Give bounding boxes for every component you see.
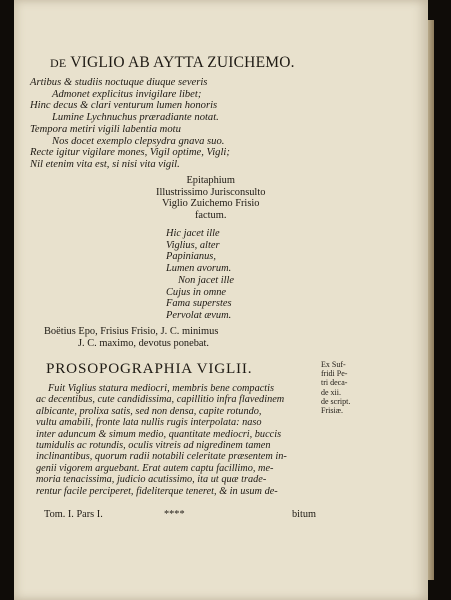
epitaph-heading-line: factum. — [194, 209, 227, 221]
verse-line: Lumen avorum. — [166, 263, 232, 275]
signature-mark: **** — [164, 509, 185, 520]
dedicatory-poem — [30, 77, 230, 171]
header-de: DE — [50, 56, 67, 70]
poem-line: Hinc decus & clari venturum lumen honoris — [30, 100, 218, 112]
body-line: Fuit Viglius statura mediocri, membris bene compactis — [48, 383, 275, 394]
body-line: inter aduncum & simum medio, quantitate mediocri, buccis — [36, 428, 282, 440]
body-text — [36, 383, 312, 497]
marginal-line: Frisiæ. — [321, 406, 344, 416]
signature-line: J. C. maximo, devotus ponebat. — [78, 337, 210, 349]
verse-line: Hic jacet ille — [166, 228, 220, 239]
catchword: bitum — [292, 509, 317, 520]
section-title: PROSOPOGRAPHIA VIGLII. — [46, 360, 253, 377]
body-line: ac decentibus, cute candidissima, capillitio infra flavedinem — [36, 394, 285, 406]
verse-line: Cujus in omne — [166, 286, 227, 298]
verse-line: Papinianus, — [166, 251, 216, 263]
epitaph-verse — [166, 228, 234, 322]
signature-line: Boëtius Epo, Frisius Frisio, J. C. minimus — [44, 326, 219, 337]
body-line: vultu amabili, fronte lata nullis rugis interpolata: naso — [36, 417, 262, 429]
poem-line: Artibus & studiis noctuque diuque severis — [30, 77, 208, 88]
poem-line: Nos docet exemplo clepsydra gnava suo. — [52, 135, 225, 147]
marginal-line: fridi Pe- — [321, 369, 348, 379]
marginal-line: tri deca- — [321, 378, 348, 388]
page-header-title — [50, 54, 295, 72]
body-line: inclinantibus, quorum radii notabili celeritate præsentem in- — [36, 451, 287, 463]
volume-label: Tom. I. Pars I. — [44, 509, 103, 520]
book-page — [14, 0, 428, 600]
verse-line: Viglius, alter — [166, 239, 220, 251]
poem-line: Nil etenim vita est, si nisi vita vigil. — [30, 158, 180, 170]
page-edge — [428, 20, 434, 580]
marginal-line: Ex Suf- — [321, 360, 346, 369]
epitaph-heading-line: Epitaphium — [186, 175, 235, 186]
body-line: moria tenacissima, judicio acutissimo, ita ut quæ trade- — [36, 474, 267, 486]
epitaph-heading-line: Viglio Zuichemo Frisio — [161, 198, 260, 210]
marginal-line: de script. — [321, 396, 351, 406]
epitaph-signature — [44, 326, 218, 350]
poem-line: Admonet explicitus invigilare libet; — [52, 88, 202, 100]
verse-line: Non jacet ille — [178, 274, 234, 286]
body-line: genii vigorem arguebant. Erat autem captu facillimo, me- — [36, 462, 274, 474]
header-title: VIGLIO AB AYTTA ZUICHEMO. — [70, 54, 295, 71]
poem-line: Recte igitur vigilare mones, Vigil optime, Vigli; — [30, 147, 230, 159]
body-line: tumidulis ac rotundis, oculis vitreis ad nigredinem tamen — [36, 440, 271, 452]
body-line: rentur facile perciperet, fideliterque teneret, & in usum de- — [36, 485, 278, 497]
epitaph-heading-line: Illustrissimo Jurisconsulto — [156, 186, 266, 198]
poem-line: Lumine Lychnuchus præradiante notat. — [52, 112, 219, 124]
body-line: albicante, prolixa satis, sed non densa, capite rotundo, — [36, 405, 262, 417]
epitaph-heading — [156, 175, 265, 221]
poem-line: Tempora metiri vigili labentia motu — [30, 123, 181, 135]
marginal-note — [321, 360, 350, 415]
verse-line: Pervolat ævum. — [166, 309, 232, 321]
verse-line: Fama superstes — [166, 298, 232, 310]
marginal-line: de xii. — [321, 387, 341, 397]
